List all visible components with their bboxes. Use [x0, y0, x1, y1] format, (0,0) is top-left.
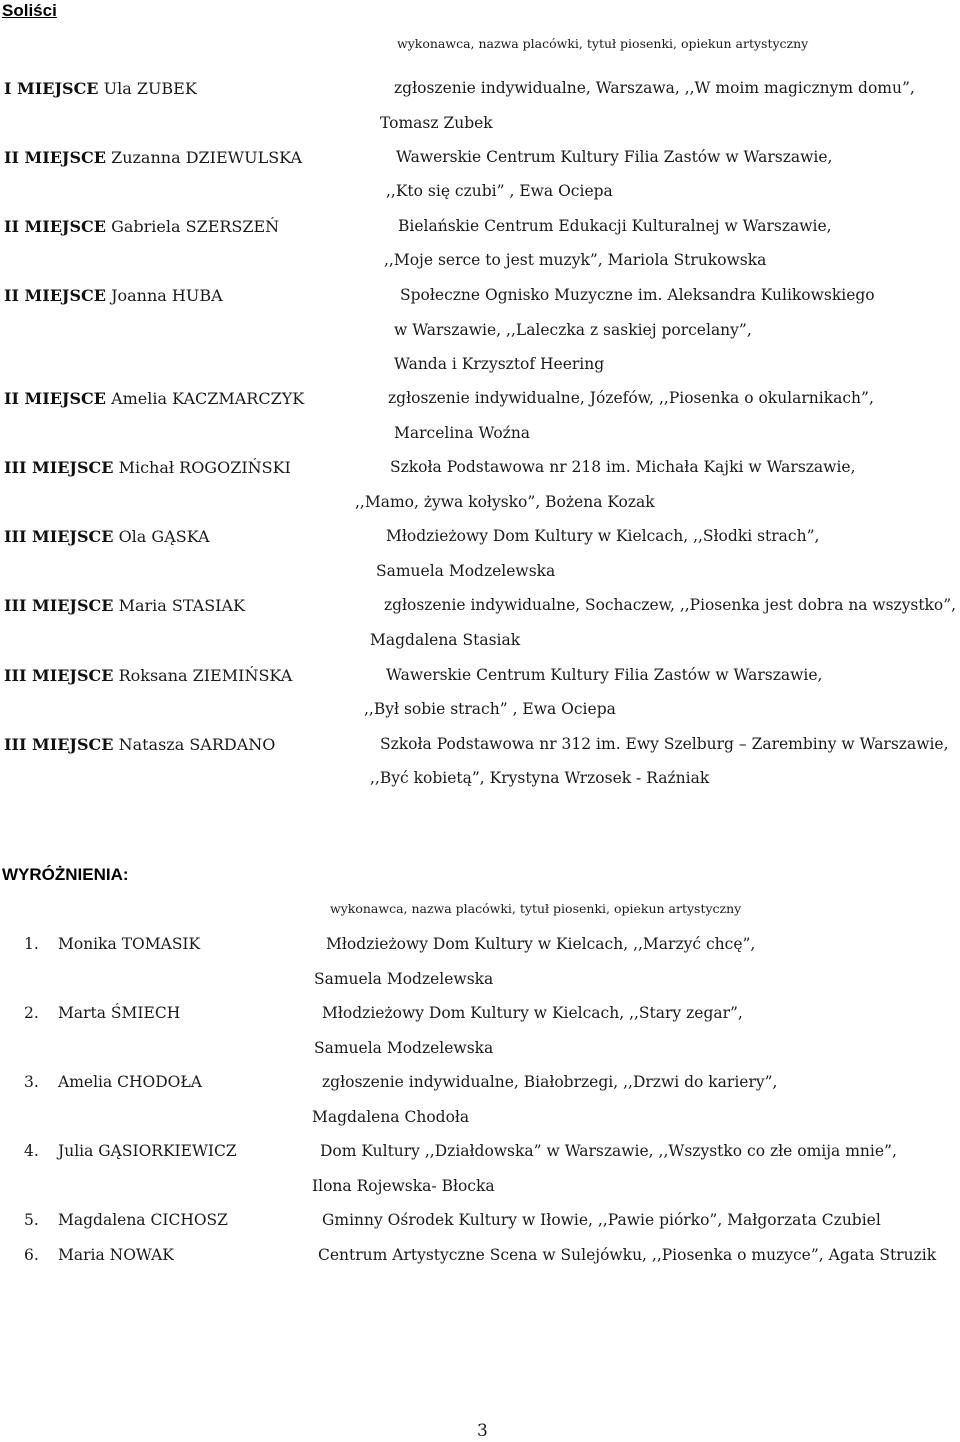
- soloist-place-name: [4, 79, 197, 98]
- entry-details-line: Magdalena Chodoła: [312, 1108, 470, 1126]
- section-heading-honors: WYRÓŻNIENIA:: [2, 865, 129, 884]
- performer-name: Joanna HUBA: [111, 286, 223, 305]
- entry-details-line: w Warszawie, ,,Laleczka z saskiej porcelany”,: [394, 321, 752, 339]
- entry-details-line: Społeczne Ognisko Muzyczne im. Aleksandra Kulikowskiego: [400, 286, 875, 304]
- entry-details-line: ,,Mamo, żywa kołysko”, Bożena Kozak: [355, 493, 655, 511]
- performer-name: Gabriela SZERSZEŃ: [111, 217, 280, 236]
- entry-details-line: Wanda i Krzysztof Heering: [394, 355, 605, 373]
- entry-details-line: Szkoła Podstawowa nr 312 im. Ewy Szelburg – Zarembiny w Warszawie,: [380, 735, 949, 753]
- entry-number: 6.: [24, 1246, 39, 1264]
- performer-name: Amelia CHODOŁA: [58, 1073, 202, 1091]
- performer-name: Roksana ZIEMIŃSKA: [118, 666, 293, 685]
- entry-number: 4.: [24, 1142, 39, 1160]
- entry-details-line: zgłoszenie indywidualne, Sochaczew, ,,Piosenka jest dobra na wszystko”,: [384, 596, 957, 614]
- entry-details-line: ,,Kto się czubi” , Ewa Ociepa: [386, 182, 613, 200]
- entry-details-line: Tomasz Zubek: [380, 114, 493, 132]
- entry-details-line: Szkoła Podstawowa nr 218 im. Michała Kajki w Warszawie,: [390, 458, 856, 476]
- place-label: III MIEJSCE: [4, 735, 114, 754]
- place-label: I MIEJSCE: [4, 79, 99, 98]
- soloist-place-name: [4, 286, 223, 305]
- honors-column-header: wykonawca, nazwa placówki, tytuł piosenki, opiekun artystyczny: [330, 901, 742, 916]
- entry-details-line: ,,Być kobietą”, Krystyna Wrzosek - Raźniak: [370, 769, 710, 787]
- entry-details-line: Gminny Ośrodek Kultury w Iłowie, ,,Pawie piórko”, Małgorzata Czubiel: [322, 1211, 881, 1229]
- entry-details-line: zgłoszenie indywidualne, Białobrzegi, ,,Drzwi do kariery”,: [322, 1073, 778, 1091]
- place-label: II MIEJSCE: [4, 148, 106, 167]
- entry-number: 1.: [24, 935, 39, 953]
- place-label: III MIEJSCE: [4, 458, 114, 477]
- performer-name: Magdalena CICHOSZ: [58, 1211, 228, 1229]
- entry-details-line: Ilona Rojewska- Błocka: [312, 1177, 495, 1195]
- place-label: II MIEJSCE: [4, 217, 106, 236]
- entry-details-line: Dom Kultury ,,Działdowska” w Warszawie, ,,Wszystko co złe omija mnie”,: [320, 1142, 897, 1160]
- entry-details-line: Samuela Modzelewska: [314, 970, 494, 988]
- place-label: III MIEJSCE: [4, 527, 114, 546]
- entry-details-line: Wawerskie Centrum Kultury Filia Zastów w Warszawie,: [396, 148, 833, 166]
- place-label: II MIEJSCE: [4, 389, 106, 408]
- entry-details-line: zgłoszenie indywidualne, Józefów, ,,Piosenka o okularnikach”,: [388, 389, 874, 407]
- soloist-place-name: [4, 596, 245, 615]
- entry-details-line: Centrum Artystyczne Scena w Sulejówku, ,,Piosenka o muzyce”, Agata Struzik: [318, 1246, 937, 1264]
- soloist-place-name: [4, 527, 210, 546]
- place-label: III MIEJSCE: [4, 666, 114, 685]
- entry-number: 3.: [24, 1073, 39, 1091]
- performer-name: Julia GĄSIORKIEWICZ: [58, 1142, 237, 1160]
- place-label: III MIEJSCE: [4, 596, 114, 615]
- page-number: 3: [477, 1421, 488, 1441]
- performer-name: Amelia KACZMARCZYK: [111, 389, 305, 408]
- entry-details-line: Marcelina Woźna: [394, 424, 531, 442]
- performer-name: Ola GĄSKA: [118, 527, 210, 546]
- soloist-place-name: [4, 666, 292, 685]
- entry-details-line: Bielańskie Centrum Edukacji Kulturalnej w Warszawie,: [398, 217, 832, 235]
- entry-details-line: zgłoszenie indywidualne, Warszawa, ,,W moim magicznym domu”,: [394, 79, 915, 97]
- performer-name: Ula ZUBEK: [103, 79, 197, 98]
- performer-name: Maria NOWAK: [58, 1246, 174, 1264]
- entry-details-line: Magdalena Stasiak: [370, 631, 521, 649]
- performer-name: Natasza SARDANO: [118, 735, 276, 754]
- section-heading-soloists: Soliści: [2, 1, 57, 20]
- place-label: II MIEJSCE: [4, 286, 106, 305]
- entry-number: 5.: [24, 1211, 39, 1229]
- entry-details-line: Samuela Modzelewska: [376, 562, 556, 580]
- soloist-place-name: [4, 389, 304, 408]
- soloists-column-header: wykonawca, nazwa placówki, tytuł piosenki, opiekun artystyczny: [397, 36, 809, 51]
- entry-details-line: Wawerskie Centrum Kultury Filia Zastów w Warszawie,: [386, 666, 823, 684]
- entry-details-line: Młodzieżowy Dom Kultury w Kielcach, ,,Słodki strach”,: [386, 527, 820, 545]
- soloist-place-name: [4, 148, 302, 167]
- entry-details-line: Samuela Modzelewska: [314, 1039, 494, 1057]
- entry-details-line: Młodzieżowy Dom Kultury w Kielcach, ,,Stary zegar”,: [322, 1004, 743, 1022]
- performer-name: Zuzanna DZIEWULSKA: [111, 148, 303, 167]
- performer-name: Michał ROGOZIŃSKI: [118, 458, 291, 477]
- soloist-place-name: [4, 458, 291, 477]
- soloist-place-name: [4, 735, 275, 754]
- entry-details-line: ,,Moje serce to jest muzyk”, Mariola Strukowska: [384, 251, 767, 269]
- entry-number: 2.: [24, 1004, 39, 1022]
- performer-name: Marta ŚMIECH: [58, 1004, 181, 1022]
- performer-name: Maria STASIAK: [118, 596, 245, 615]
- performer-name: Monika TOMASIK: [58, 935, 201, 953]
- entry-details-line: ,,Był sobie strach” , Ewa Ociepa: [364, 700, 616, 718]
- soloist-place-name: [4, 217, 279, 236]
- entry-details-line: Młodzieżowy Dom Kultury w Kielcach, ,,Marzyć chcę”,: [326, 935, 756, 953]
